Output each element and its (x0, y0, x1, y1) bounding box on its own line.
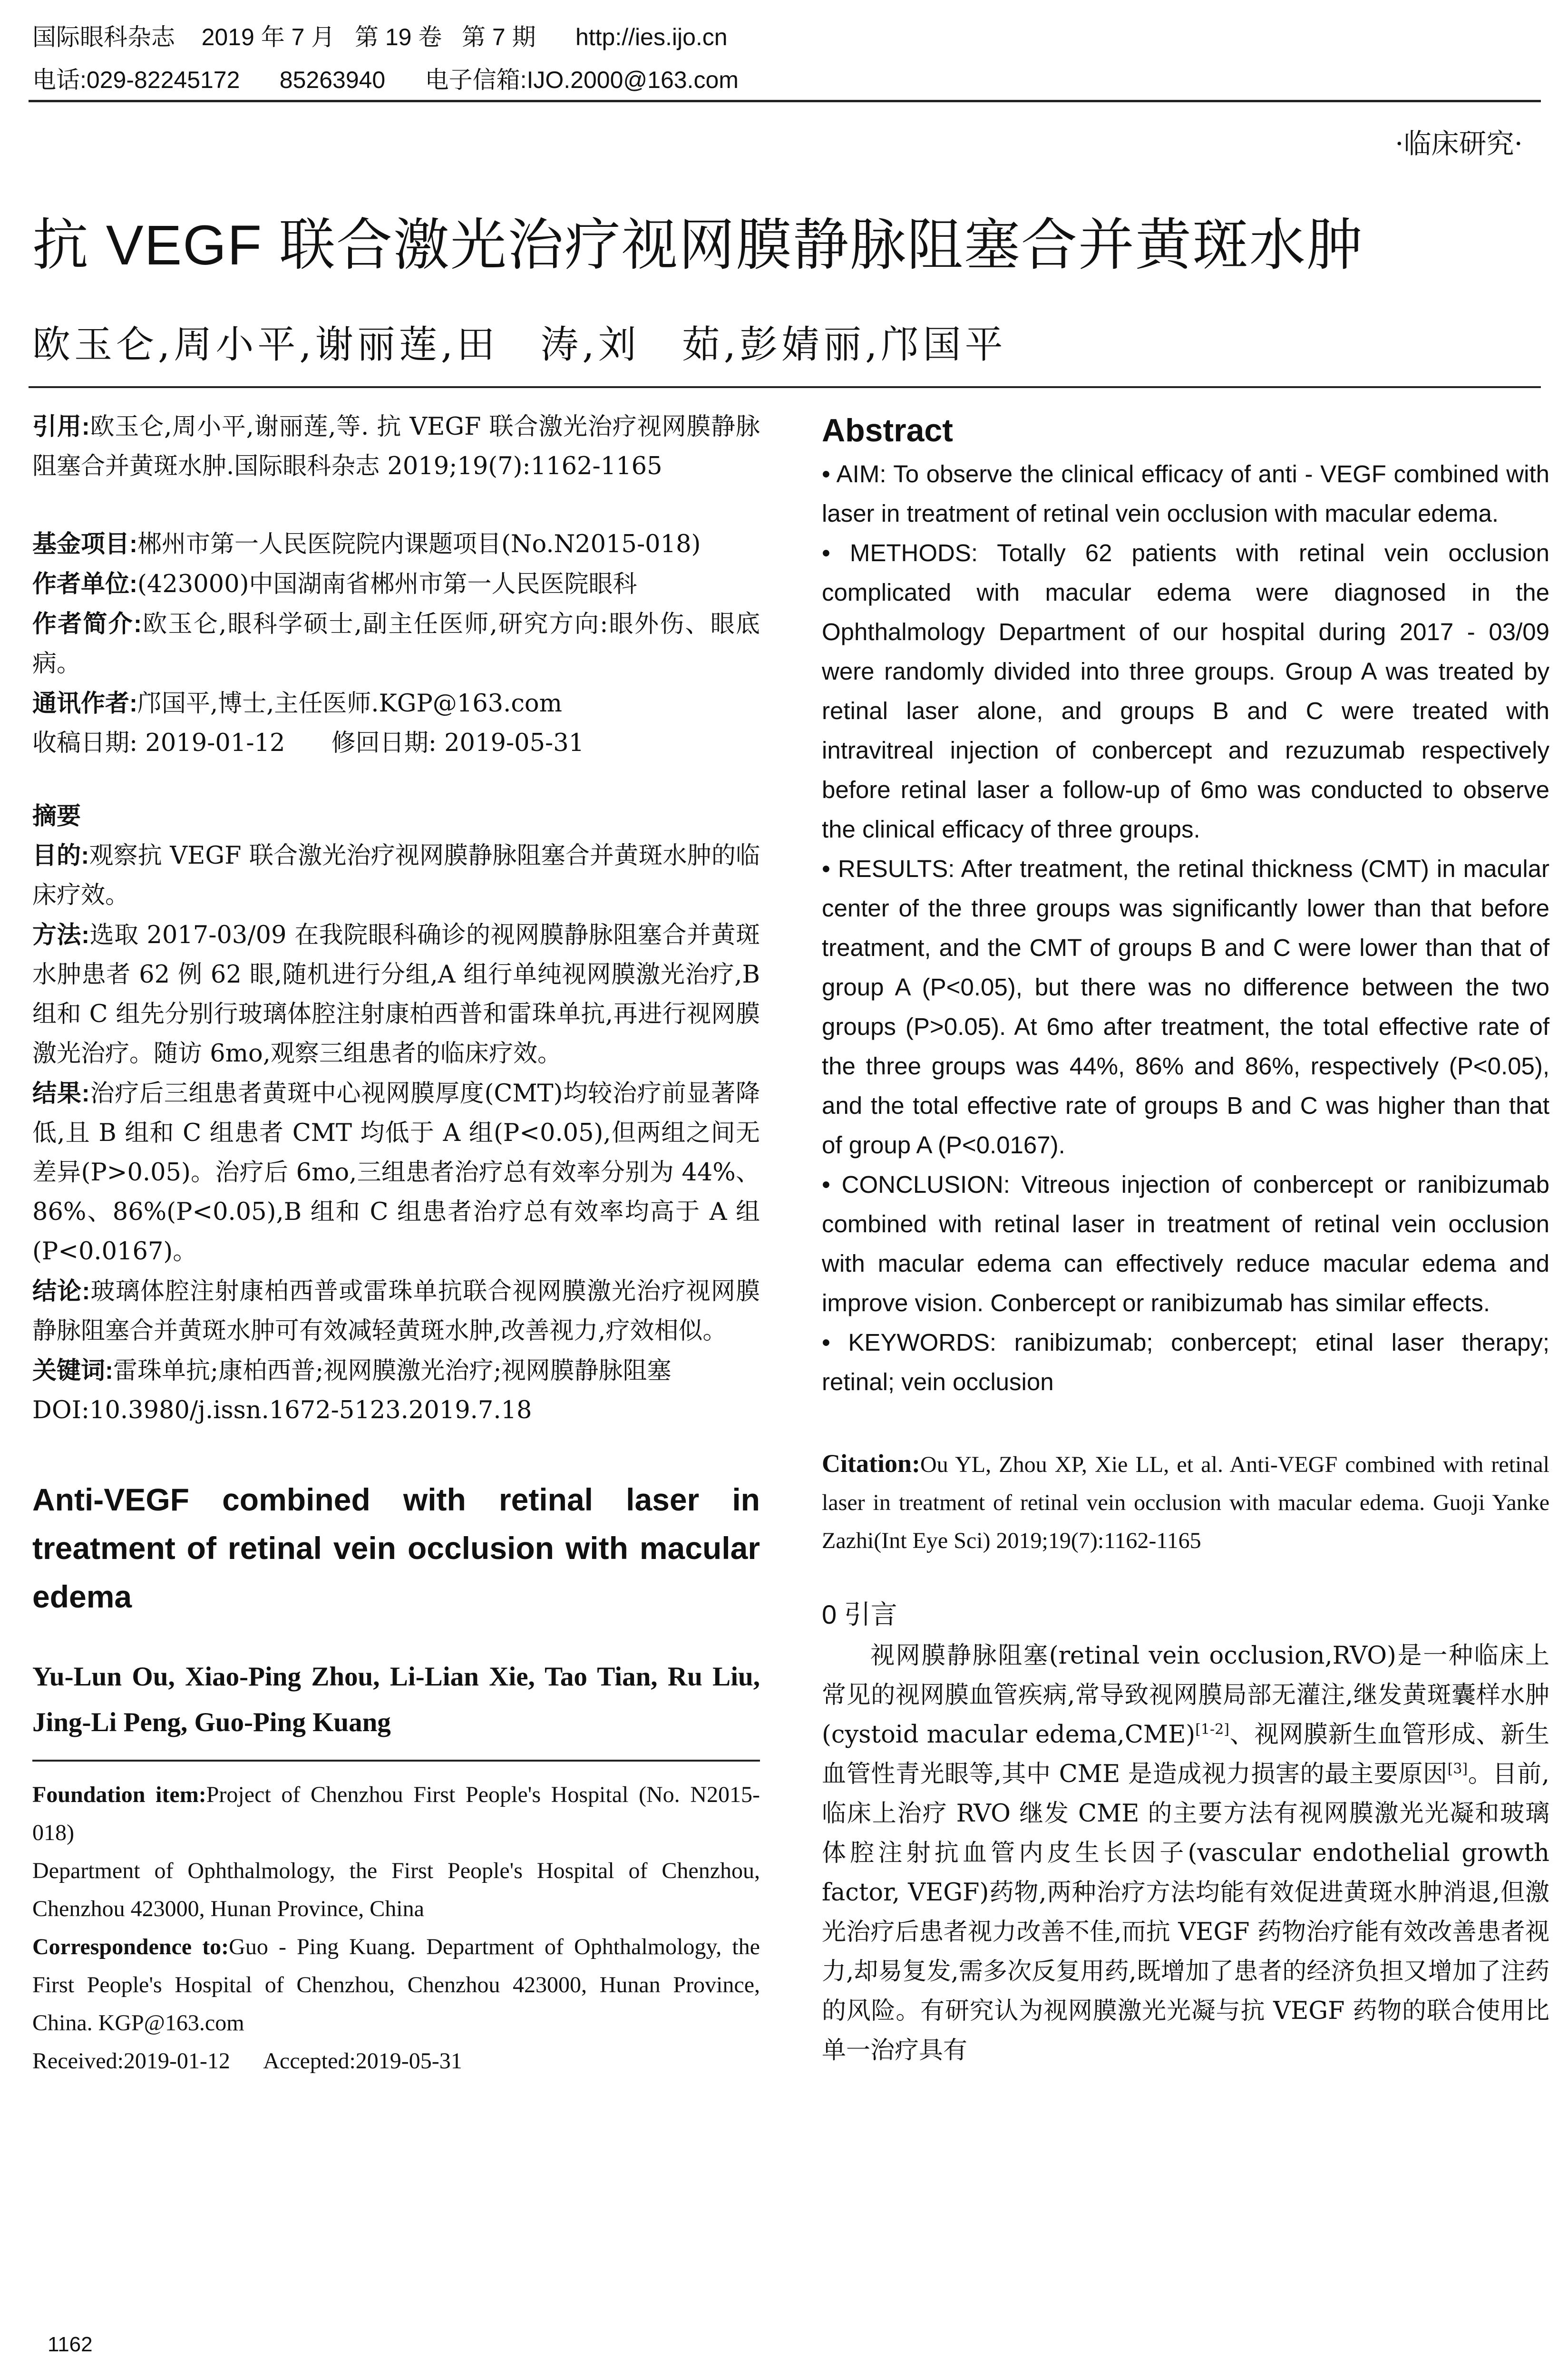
author-unit: 作者单位:(423000)中国湖南省郴州市第一人民医院眼科 (32, 570, 637, 598)
results-cn: 结果:治疗后三组患者黄斑中心视网膜厚度(CMT)均较治疗前显著降低,且 B 组和 C 组患者 CMT 均低于 A 组(P<0.05),但两组之间无差异(P>0.05)。治疗后 6mo,三组患者治疗总有效率分别为 44%、86%、86%(P<0.05),B 组和 C 组患者治疗总有效率均高于 A 组(P<0.0167)。 (32, 1080, 760, 1266)
section-tag: ·临床研究· (1395, 127, 1523, 160)
page-number: 1162 (48, 2333, 93, 2356)
corresponding-author: 通讯作者:邝国平,博士,主任医师.KGP@163.com (32, 690, 562, 718)
correspondence: Correspondence to:Guo - Ping Kuang. Department of Ophthalmology, the First People's Hospital of Chenzhou, Chenzhou 423000, Hunan Province, China. KGP@163.com (32, 1934, 760, 2036)
doi: DOI:10.3980/j.issn.1672-5123.2019.7.18 (32, 1396, 532, 1424)
citation-cn: 引用:欧玉仑,周小平,谢丽莲,等. 抗 VEGF 联合激光治疗视网膜静脉阻塞合并黄斑水肿.国际眼科杂志 2019;19(7):1162-1165 (32, 413, 760, 480)
english-title: Anti-VEGF combined with retinal laser in treatment of retinal vein occlusion with macular edema (32, 1482, 760, 1614)
keywords-cn: 关键词:雷珠单抗;康柏西普;视网膜激光治疗;视网膜静脉阻塞 (32, 1357, 672, 1385)
department: Department of Ophthalmology, the First People's Hospital of Chenzhou, Chenzhou 423000, Hunan Province, China (32, 1858, 760, 1921)
journal-header-line1: 国际眼科杂志 2019 年 7 月 第 19 卷 第 7 期 http://ies.ijo.cn (32, 24, 728, 50)
abstract-heading-en: Abstract (822, 412, 953, 448)
journal-header-line2: 电话:029-82245172 85263940 电子信箱:IJO.2000@163.com (32, 67, 739, 93)
methods-en: • METHODS: Totally 62 patients with retinal vein occlusion complicated with macular edema were diagnosed in the Ophthalmology Department of our hospital during 2017 - 03/09 were randomly divided into three groups. Group A was treated by retinal laser alone, and groups B and C were treated with intravitreal injection of conbercept and rezuzumab respectively before retinal laser a follow-up of 6mo was conducted to observe the clinical efficacy of three groups. (822, 539, 1549, 843)
abstract-heading-cn: 摘要 (32, 802, 81, 829)
aim-en: • AIM: To observe the clinical efficacy of anti - VEGF combined with laser in treatment of retinal vein occlusion with macular edema. (822, 460, 1549, 527)
keywords-en: • KEYWORDS: ranibizumab; conbercept; etinal laser therapy; retinal; vein occlusion (822, 1329, 1549, 1395)
english-authors: Yu-Lun Ou, Xiao-Ping Zhou, Li-Lian Xie, Tao Tian, Ru Liu, Jing-Li Peng, Guo-Ping Kuang (32, 1662, 760, 1737)
citation-en: Citation:Ou YL, Zhou XP, Xie LL, et al. Anti-VEGF combined with retinal laser in treatment of retinal vein occlusion with macular edema. Guoji Yanke Zazhi(Int Eye Sci) 2019;19(7):1162-1165 (822, 1449, 1549, 1553)
author-rule (32, 1745, 760, 1762)
intro-heading: 0 引言 (822, 1599, 897, 1629)
reference-3[interactable]: [3] (1447, 1761, 1468, 1777)
conclusion-cn: 结论:玻璃体腔注射康柏西普或雷珠单抗联合视网膜激光治疗视网膜静脉阻塞合并黄斑水肿可有效减轻黄斑水肿,改善视力,疗效相似。 (32, 1277, 760, 1345)
foundation-item: Foundation item:Project of Chenzhou First People's Hospital (No. N2015-018) (32, 1782, 760, 1845)
page-title: 抗 VEGF 联合激光治疗视网膜静脉阻塞合并黄斑水肿 (32, 214, 1363, 277)
header-rule (29, 100, 1541, 102)
aim-cn: 目的:观察抗 VEGF 联合激光治疗视网膜静脉阻塞合并黄斑水肿的临床疗效。 (32, 842, 760, 909)
methods-cn: 方法:选取 2017-03/09 在我院眼科确诊的视网膜静脉阻塞合并黄斑水肿患者 62 例 62 眼,随机进行分组,A 组行单纯视网膜激光治疗,B 组和 C 组先分别行玻璃体腔注射康柏西普和雷珠单抗,再进行视网膜激光治疗。随访 6mo,观察三组患者的临床疗效。 (32, 921, 760, 1068)
authors-cn: 欧玉仑,周小平,谢丽莲,田 涛,刘 茹,彭婧丽,邝国平 (32, 322, 1007, 367)
conclusion-en: • CONCLUSION: Vitreous injection of conbercept or ranibizumab combined with retinal laser in treatment of retinal vein occlusion with macular edema can effectively reduce macular edema and improve vision. Conbercept or ranibizumab has similar effects. (822, 1171, 1549, 1316)
results-en: • RESULTS: After treatment, the retinal thickness (CMT) in macular center of the three groups was significantly lower than that before treatment, and the CMT of groups B and C were lower than that of group A (P<0.05), but there was no difference between the two groups (P>0.05). At 6mo after treatment, the total effective rate of the three groups was 44%, 86% and 86%, respectively (P<0.05), and the total effective rate of groups B and C was higher than that of group A (P<0.0167). (822, 855, 1549, 1159)
reference-1-2[interactable]: [1-2] (1195, 1721, 1229, 1738)
left-column (32, 407, 760, 2080)
received-dates-cn: 收稿日期: 2019-01-12 修回日期: 2019-05-31 (32, 729, 584, 757)
received-accepted: Received:2019-01-12 Accepted:2019-05-31 (32, 2048, 462, 2074)
author-bio: 作者简介:欧玉仑,眼科学硕士,副主任医师,研究方向:眼外伤、眼底病。 (32, 610, 760, 678)
fund-item: 基金项目:郴州市第一人民医院院内课题项目(No.N2015-018) (32, 530, 701, 558)
intro-paragraph: 视网膜静脉阻塞(retinal vein occlusion,RVO)是一种临床上常见的视网膜血管疾病,常导致视网膜局部无灌注,继发黄斑囊样水肿(cystoid macular edema,CME)[1-2]、视网膜新生血管形成、新生血管性青光眼等,其中 CME 是造成视力损害的最主要原因[3]。目前,临床上治疗 RVO 继发 CME 的主要方法有视网膜激光光凝和玻璃体腔注射抗血管内皮生长因子(vascular endothelial growth factor, VEGF)药物,两种治疗方法均能有效促进黄斑水肿消退,但激光治疗后患者视力改善不佳,而抗 VEGF 药物治疗能有效改善患者视力,却易复发,需多次反复用药,既增加了患者的经济负担又增加了注药的风险。有研究认为视网膜激光光凝与抗 VEGF 药物的联合使用比单一治疗具有 (822, 1642, 1549, 2065)
title-rule (29, 386, 1541, 388)
right-column (822, 407, 1549, 2070)
